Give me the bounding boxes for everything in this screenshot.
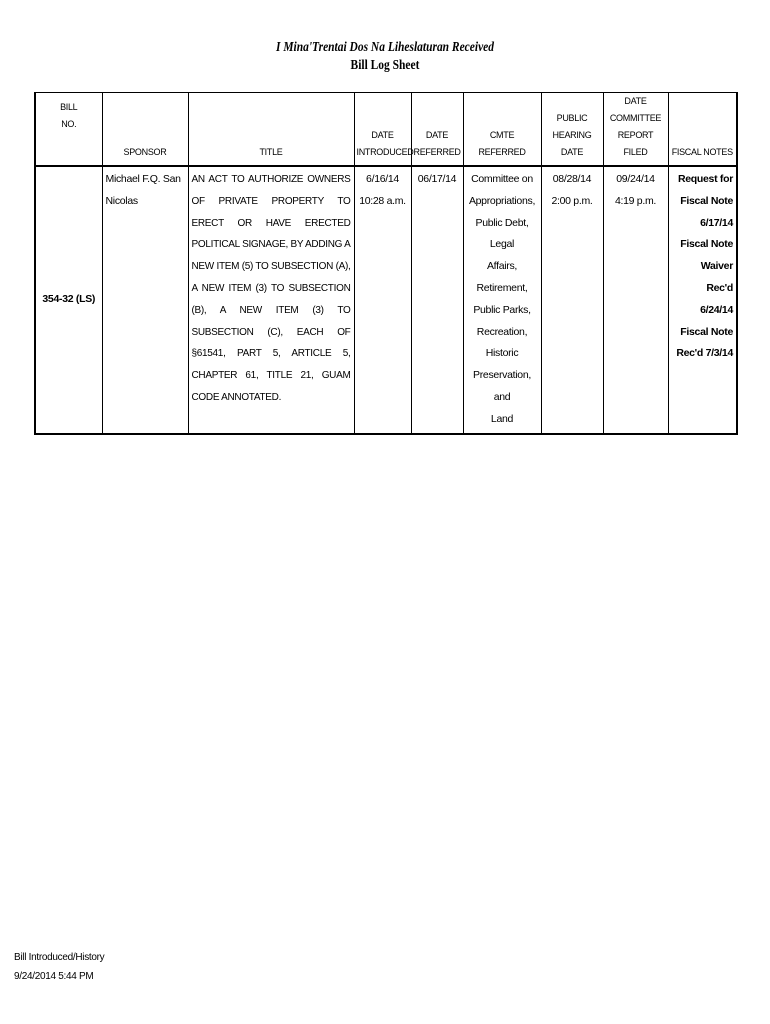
col-bill-no — [35, 93, 102, 167]
fiscal-note-line: Rec'd 7/3/14 — [676, 347, 733, 360]
cmte-line: Historic — [485, 347, 519, 360]
document-header — [0, 40, 770, 74]
date-introduced-date: 6/16/14 — [366, 173, 399, 185]
fiscal-note-line: Fiscal Note — [680, 194, 733, 207]
cmte-line: Appropriations, — [468, 194, 536, 207]
col-date-referred-line2: REFERRED — [413, 147, 461, 157]
col-date-introduced — [354, 93, 414, 167]
public-hearing-cell — [541, 166, 603, 434]
col-bill-no-line2: NO. — [61, 119, 77, 129]
footer-timestamp: 9/24/2014 5:44 PM — [14, 971, 94, 982]
cmte-line: Public Parks, — [473, 303, 531, 316]
cmte-line: Public Debt, Legal — [475, 216, 529, 251]
date-referred-cell: 06/17/14 — [411, 166, 463, 434]
cmte-line: Land — [490, 412, 514, 425]
cmte-line: Affairs, — [486, 260, 518, 273]
col-date-referred — [411, 93, 463, 167]
page-footer — [14, 948, 104, 986]
legislature-title: I Mina'Trentai Dos Na Liheslaturan Received — [275, 40, 495, 55]
fiscal-note-line: Fiscal Note — [680, 238, 733, 251]
col-date-referred-line1: DATE — [425, 130, 449, 140]
col-committee-report-line2: COMMITTEE — [609, 113, 662, 123]
cmte-line: Committee on — [471, 173, 533, 185]
cmte-line: Recreation, — [476, 325, 528, 338]
bill-log-table — [34, 92, 738, 435]
committee-report-cell — [603, 166, 668, 434]
fiscal-note-line: Waiver — [700, 260, 733, 273]
cmte-referred-cell — [463, 166, 541, 434]
col-bill-no-line1: BILL — [60, 102, 78, 112]
bill-title-cell: AN ACT TO AUTHORIZE OWNERS OF PRIVATE PROPERTY TO ERECT OR HAVE ERECTED POLITICAL SIGNAGE, BY ADDING A NEW ITEM (5) TO SUBSECTION (A), A NEW ITEM (3) TO SUBSECTION (B), A NEW ITEM (3) TO SUBSECTION (C), EACH OF §61541, PART 5, ARTICLE 5, CHAPTER 61, TITLE 21, GUAM CODE ANNOTATED. — [188, 166, 354, 434]
col-cmte-referred-line2: REFERRED — [478, 147, 526, 157]
col-cmte-referred-line1: CMTE — [489, 130, 515, 140]
cmte-line: Preservation, and — [473, 369, 531, 403]
col-public-hearing-line3: DATE — [560, 147, 584, 157]
committee-report-time: 4:19 p.m. — [614, 194, 657, 207]
header-row — [35, 93, 737, 167]
col-date-introduced-line2: INTRODUCED — [356, 147, 414, 157]
col-committee-report-line3: REPORT FILED — [617, 130, 654, 157]
table-row — [35, 166, 737, 434]
fiscal-note-line: Rec'd 6/24/14 — [700, 281, 733, 316]
public-hearing-date: 08/28/14 — [552, 173, 592, 185]
col-fiscal-notes: FISCAL NOTES — [668, 93, 737, 167]
col-public-hearing-line2: HEARING — [552, 130, 592, 140]
bill-number: 354-32 (LS) — [35, 166, 102, 434]
fiscal-note-line: Request for — [677, 173, 733, 185]
fiscal-notes-cell — [668, 166, 737, 434]
date-introduced-time: 10:28 a.m. — [359, 194, 406, 207]
committee-report-date: 09/24/14 — [616, 173, 655, 185]
col-date-introduced-line1: DATE — [371, 130, 394, 140]
date-introduced-cell — [354, 166, 411, 434]
fiscal-note-line: 6/17/14 — [700, 216, 733, 229]
col-committee-report-line1: DATE — [624, 96, 647, 106]
fiscal-note-line: Fiscal Note — [680, 325, 733, 338]
col-cmte-referred — [463, 93, 541, 167]
sheet-title: Bill Log Sheet — [350, 58, 420, 73]
col-public-hearing — [541, 93, 603, 167]
col-sponsor: SPONSOR — [102, 93, 188, 167]
sponsor-cell: Michael F.Q. San Nicolas — [102, 166, 188, 434]
cmte-line: Retirement, — [476, 281, 528, 294]
footer-label: Bill Introduced/History — [14, 952, 105, 963]
col-committee-report — [603, 93, 668, 167]
col-public-hearing-line1: PUBLIC — [556, 113, 588, 123]
public-hearing-time: 2:00 p.m. — [551, 194, 593, 207]
col-title: TITLE — [188, 93, 354, 167]
